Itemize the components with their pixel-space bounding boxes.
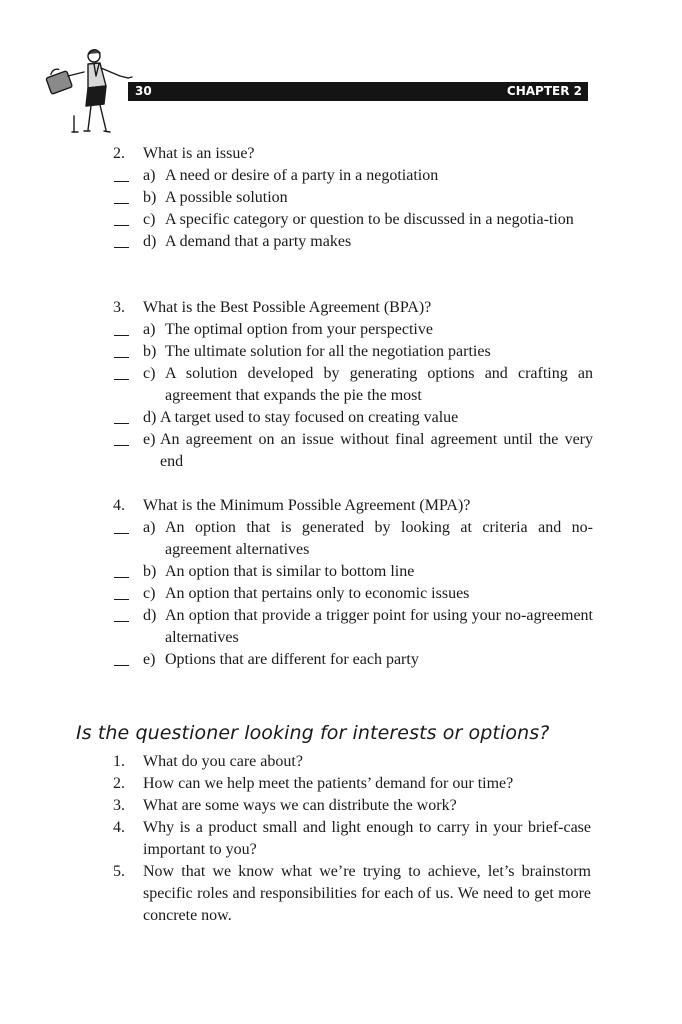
option-text: An option that is generated by looking at criteria and no-agreement alternatives — [165, 519, 593, 558]
option — [113, 429, 593, 473]
question-block — [113, 143, 593, 253]
option — [113, 187, 593, 209]
option-text: A demand that a party makes — [165, 233, 352, 250]
question-number: 4. — [113, 497, 125, 514]
option-letter: c) — [143, 585, 156, 602]
answer-blank[interactable] — [113, 407, 131, 429]
option-letter: b) — [143, 189, 157, 206]
answer-blank[interactable] — [113, 341, 131, 363]
option-text: A solution developed by generating options and crafting an agreement that expands the pie the most — [165, 365, 593, 404]
option-text: A need or desire of a party in a negotiation — [165, 167, 439, 184]
answer-blank[interactable] — [113, 363, 131, 385]
option-text: A possible solution — [165, 189, 288, 206]
option-text: An option that provide a trigger point for using your no-agreement alternatives — [165, 607, 593, 646]
option — [113, 363, 593, 407]
question-text: What is the Minimum Possible Agreement (MPA)? — [143, 497, 471, 514]
option-text: A target used to stay focused on creating value — [160, 409, 459, 426]
option-letter: e) — [143, 431, 156, 448]
list-item-number: 3. — [113, 797, 125, 814]
list-item-text: What are some ways we can distribute the work? — [143, 797, 457, 814]
question-text: What is an issue? — [143, 145, 255, 162]
list-item-number: 2. — [113, 775, 125, 792]
question-number: 3. — [113, 299, 125, 316]
list-item — [113, 817, 591, 861]
list-item — [113, 795, 591, 817]
option — [113, 561, 593, 583]
answer-blank[interactable] — [113, 165, 131, 187]
option-letter: e) — [143, 651, 156, 668]
chapter-label: CHAPTER 2 — [506, 84, 582, 98]
option — [113, 209, 593, 231]
option-text: An option that is similar to bottom line — [165, 563, 415, 580]
answer-blank[interactable] — [113, 517, 131, 539]
list-item — [113, 751, 591, 773]
list-item-number: 5. — [113, 863, 125, 880]
option-letter: c) — [143, 365, 156, 382]
option — [113, 231, 593, 253]
option-text: Options that are different for each party — [165, 651, 419, 668]
answer-blank[interactable] — [113, 561, 131, 583]
list-item — [113, 773, 591, 795]
answer-blank[interactable] — [113, 429, 131, 451]
answer-blank[interactable] — [113, 187, 131, 209]
answer-blank[interactable] — [113, 605, 131, 627]
list-item-number: 1. — [113, 753, 125, 770]
option — [113, 605, 593, 649]
option — [113, 319, 593, 341]
option-letter: a) — [143, 167, 156, 184]
option-letter: a) — [143, 519, 156, 536]
option — [113, 649, 593, 671]
option — [113, 407, 593, 429]
question-text: What is the Best Possible Agreement (BPA)? — [143, 299, 432, 316]
option-letter: b) — [143, 563, 157, 580]
list-item-text: How can we help meet the patients’ demand for our time? — [143, 775, 514, 792]
option-letter: d) — [143, 607, 157, 624]
question-number: 2. — [113, 145, 125, 162]
option-text: A specific category or question to be discussed in a negotia-tion — [165, 211, 574, 228]
answer-blank[interactable] — [113, 231, 131, 253]
section-heading: Is the questioner looking for interests or options? — [76, 722, 550, 744]
option-letter: c) — [143, 211, 156, 228]
numbered-list — [113, 751, 591, 927]
option-letter: d) — [143, 409, 157, 426]
question-block — [113, 297, 593, 473]
option — [113, 341, 593, 363]
option-text: The ultimate solution for all the negotiation parties — [165, 343, 491, 360]
question-block — [113, 495, 593, 671]
answer-blank[interactable] — [113, 209, 131, 231]
option — [113, 517, 593, 561]
answer-blank[interactable] — [113, 319, 131, 341]
businesswoman-with-briefcase-icon — [44, 46, 134, 134]
option-text: An agreement on an issue without final agreement until the very end — [160, 431, 593, 470]
answer-blank[interactable] — [113, 583, 131, 605]
option-letter: a) — [143, 321, 156, 338]
option — [113, 583, 593, 605]
list-item-text: Now that we know what we’re trying to achieve, let’s brainstorm specific roles and responsibilities for each of us. We need to get more concrete now. — [143, 863, 591, 924]
list-item — [113, 861, 591, 927]
option-letter: b) — [143, 343, 157, 360]
list-item-number: 4. — [113, 819, 125, 836]
option-text: An option that pertains only to economic issues — [165, 585, 470, 602]
list-item-text: What do you care about? — [143, 753, 303, 770]
answer-blank[interactable] — [113, 649, 131, 671]
page-number: 30 — [135, 84, 152, 98]
list-item-text: Why is a product small and light enough to carry in your brief-case important to you? — [143, 819, 591, 858]
option — [113, 165, 593, 187]
option-letter: d) — [143, 233, 157, 250]
option-text: The optimal option from your perspective — [165, 321, 433, 338]
running-header — [128, 82, 588, 101]
